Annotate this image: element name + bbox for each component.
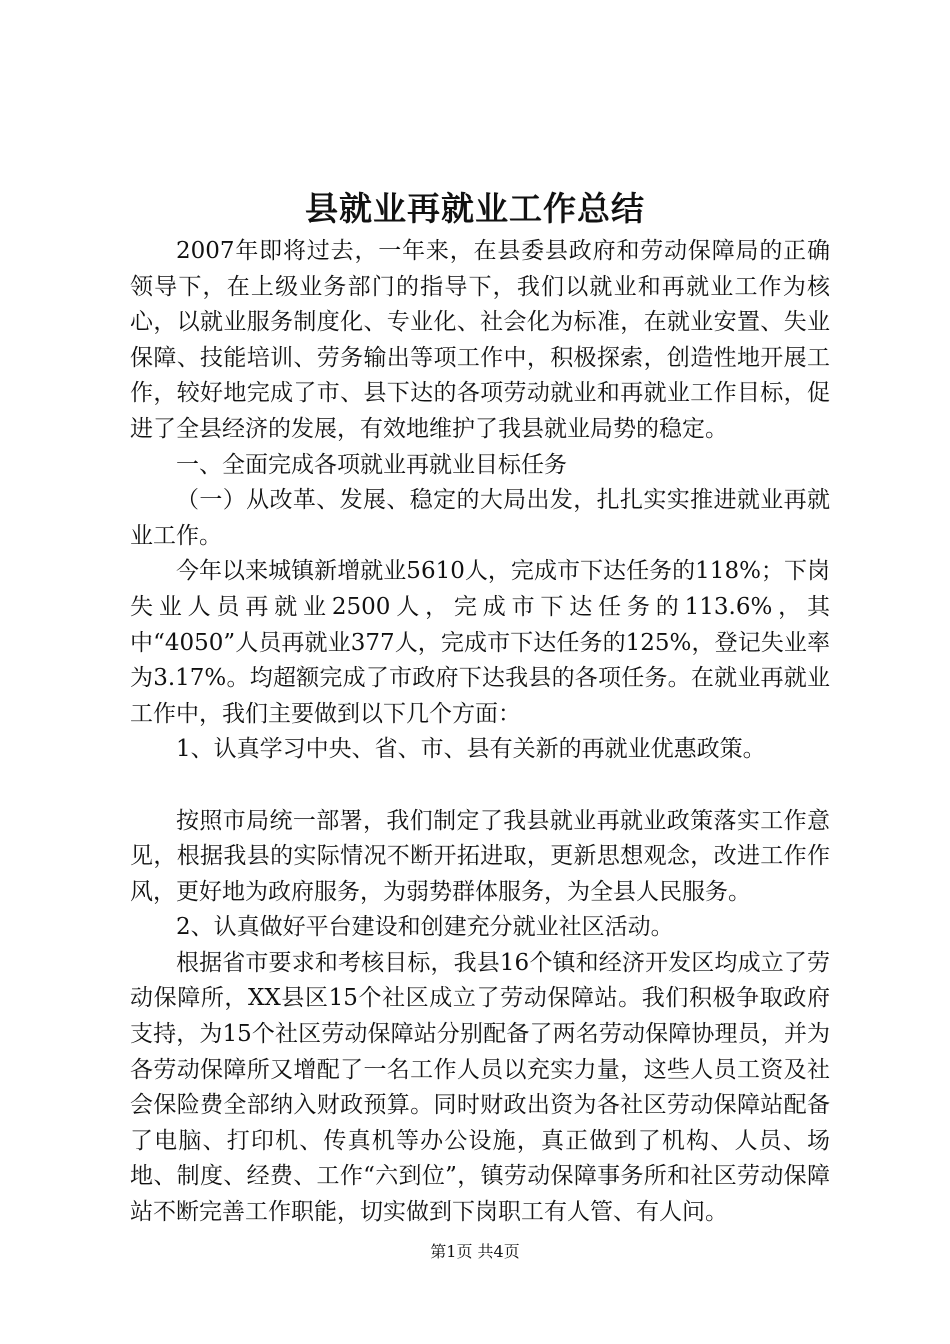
subsection-heading-1: （一）从改革、发展、稳定的大局出发，扎扎实实推进就业再就业工作。 bbox=[130, 487, 830, 549]
paragraph-policy: 按照市局统一部署，我们制定了我县就业再就业政策落实工作意见，根据我县的实际情况不断开拓进取，更新思想观念，改进工作作风，更好地为政府服务，为弱势群体服务，为全县人民服务。 bbox=[130, 807, 830, 905]
item-heading-1: 1、认真学习中央、省、市、县有关新的再就业优惠政策。 bbox=[176, 736, 766, 763]
paragraph-intro: 2007年即将过去，一年来，在县委县政府和劳动保障局的正确领导下，在上级业务部门的指导下，我们以就业和再就业工作为核心，以就业服务制度化、专业化、社会化为标准，在就业安置、失业保障、技能培训、劳务输出等项工作中，积极探索，创造性地开展工作，较好地完成了市、县下达的各项劳动就业和再就业工作目标，促进了全县经济的发展，有效地维护了我县就业局势的稳定。 bbox=[130, 238, 830, 442]
item-heading-2: 2、认真做好平台建设和创建充分就业社区活动。 bbox=[176, 914, 674, 941]
paragraph-platform: 根据省市要求和考核目标，我县16个镇和经济开发区均成立了劳动保障所，XX县区15个社区成立了劳动保障站。我们积极争取政府支持，为15个社区劳动保障站分别配备了两名劳动保障协理员，并为各劳动保障所又增配了一名工作人员以充实力量，这些人员工资及社会保险费全部纳入财政预算。同时财政出资为各社区劳动保障站配备了电脑、打印机、传真机等办公设施，真正做到了机构、人员、场地、制度、经费、工作“六到位”，镇劳动保障事务所和社区劳动保障站不断完善工作职能，切实做到下岗职工有人管、有人问。 bbox=[130, 949, 830, 1226]
section-heading-1: 一、全面完成各项就业再就业目标任务 bbox=[176, 451, 567, 478]
document-title: 县就业再就业工作总结 bbox=[305, 189, 645, 228]
page-footer: 第1页 共4页 bbox=[430, 1242, 520, 1261]
document-body bbox=[130, 234, 830, 1231]
paragraph-statistics: 今年以来城镇新增就业5610人，完成市下达任务的118%；下岗失业人员再就业2500人，完成市下达任务的113.6%，其中“4050”人员再就业377人，完成市下达任务的125%，登记失业率为3.17%。均超额完成了市政府下达我县的各项任务。在就业再就业工作中，我们主要做到以下几个方面： bbox=[130, 558, 830, 727]
